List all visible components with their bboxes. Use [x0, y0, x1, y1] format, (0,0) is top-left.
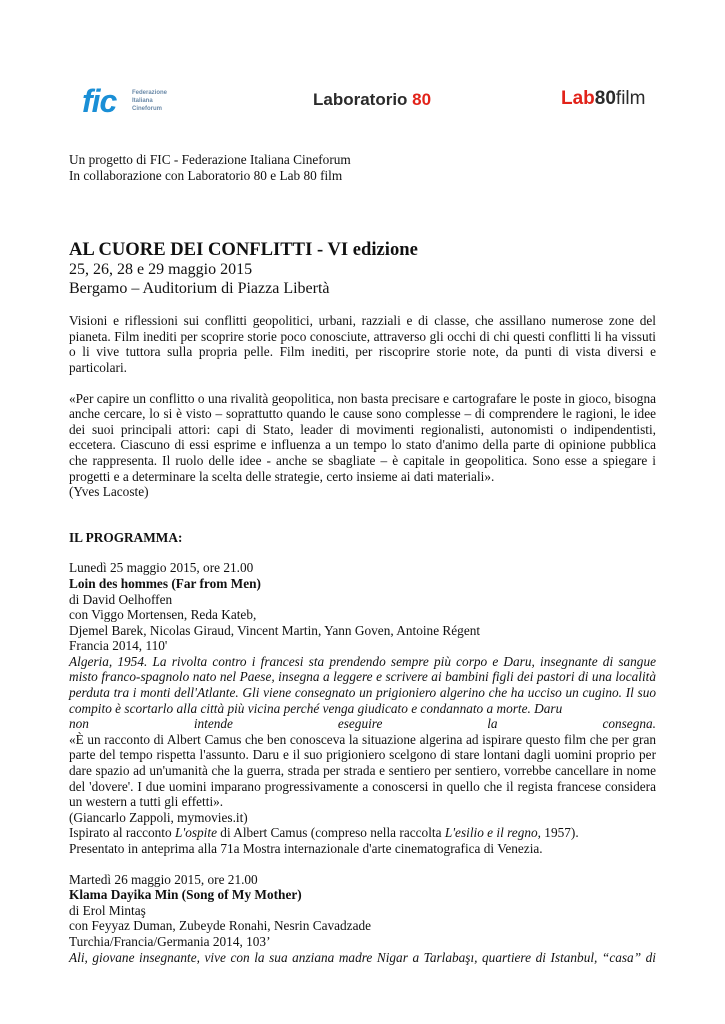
laboratorio80-logo [313, 90, 431, 110]
film-synopsis: Ali, giovane insegnante, vive con la sua anziana madre Nigar a Tarlabaşı, quartiere di Istanbul, “casa” di [69, 949, 656, 965]
synopsis-word: non [69, 716, 89, 732]
inspired-story-title: L'ospite [174, 825, 217, 841]
film-synopsis: Algeria, 1954. La rivolta contro i francesi sta prendendo sempre più corpo e Daru, insegnante di sangue misto franco-spagnolo nato nel Paese, insegna a leggere e scrivere ai bambini figli dei pastori di una località perduta tra i monti dell'Atlante. Gli viene consegnato un prigioniero algerino che ha ucciso un cugino. Il suo compito è scortarlo alla città più vicina perché venga giudicato e condannato a morte. Daru [69, 653, 656, 716]
event-place: Bergamo – Auditorium di Piazza Libertà [69, 280, 330, 298]
synopsis-word: eseguire [337, 716, 383, 732]
quote-paragraph: «Per capire un conflitto o una rivalità geopolitica, non basta precisare e cartografare le poste in gioco, bisogna anche cercare, lo si è visto – soprattutto quando le cause sono complesse – di comprendere le ragioni, le idee dei suoi principali attori: capi di Stato, leader di movimenti regionalisti, autonomisti o indipendentisti, eccetera. Ciascuno di essi esprime e influenza a un tempo lo stato d'animo della parte di opinione pubblica che rappresenta. Il ruolo delle idee - anche se sbagliate – è capitale in geopolitica. Sono esse a spiegare i progetti e a determinare la scelta delle strategie, certo insieme ai dati materiali». [69, 390, 656, 484]
fic-sub-line: Italiana [132, 98, 153, 104]
lab80film-number: 80 [594, 88, 616, 109]
fic-sub-line: Cineforum [132, 106, 162, 112]
film-inspired [69, 825, 656, 841]
film-cast: con Feyyaz Duman, Zubeyde Ronahi, Nesrin Cavadzade [69, 918, 372, 934]
inspired-text: di Albert Camus (compreso nella raccolta [216, 825, 445, 841]
fic-logo [82, 83, 202, 120]
synopsis-word: la [487, 716, 498, 732]
film-date: Martedì 26 maggio 2015, ore 21.00 [69, 871, 258, 887]
lab80film-film: film [615, 88, 646, 109]
film-cast: Djemel Barek, Nicolas Giraud, Vincent Martin, Yann Goven, Antoine Régent [69, 622, 481, 638]
fic-sub-line: Federazione [132, 90, 168, 96]
film-entry-1 [69, 560, 656, 856]
intro-paragraph: Visioni e riflessioni sui conflitti geopolitici, urbani, razziali e di classe, che assillano numerose zone del pianeta. Film inediti per scoprire storie poco conosciute, attraverso gli occhi di chi questi conflitti li ha vissuti o li vive tuttora sulla propria pelle. Film inediti, per riscoprire storie note, da punti di vista diversi e particolari. [69, 313, 656, 375]
lab80-number: 80 [412, 90, 432, 109]
film-director: di Erol Mintaş [69, 902, 146, 918]
logo-bar [0, 82, 725, 122]
inspired-collection-title: L'esilio e il regno [444, 825, 538, 841]
film-review-author: (Giancarlo Zappoli, mymovies.it) [69, 809, 248, 825]
lab80-text: Laboratorio [313, 90, 413, 109]
spacer [69, 857, 656, 872]
quote-author: (Yves Lacoste) [69, 484, 149, 500]
film-info: Turchia/Francia/Germania 2014, 103’ [69, 933, 271, 949]
lab80film-logo [561, 88, 645, 110]
event-title: AL CUORE DEI CONFLITTI - VI edizione [69, 239, 418, 261]
document-body [69, 152, 656, 965]
spacer [69, 515, 656, 530]
film-date: Lunedì 25 maggio 2015, ore 21.00 [69, 560, 254, 576]
spacer [69, 545, 656, 560]
film-synopsis-last-line [69, 716, 656, 732]
header-line-2: In collaborazione con Laboratorio 80 e Lab 80 film [69, 167, 343, 183]
event-dates: 25, 26, 28 e 29 maggio 2015 [69, 261, 253, 279]
header-line-1: Un progetto di FIC - Federazione Italiana Cineforum [69, 152, 351, 167]
fic-logo-subtitle [132, 89, 167, 113]
film-cast: con Viggo Mortensen, Reda Kateb, [69, 607, 257, 623]
spacer [69, 500, 656, 515]
film-presented: Presentato in anteprima alla 71a Mostra internazionale d'arte cinematografica di Venezia. [69, 841, 543, 856]
spacer [69, 376, 656, 391]
synopsis-word: intende [193, 716, 233, 732]
inspired-text: , 1957). [537, 825, 579, 841]
synopsis-word: consegna. [602, 716, 656, 732]
lab80film-lab: Lab [561, 88, 595, 109]
film-info: Francia 2014, 110' [69, 638, 168, 654]
film-review: «È un racconto di Albert Camus che ben conosceva la situazione algerina ad ispirare questo film che per gran parte del tempo rispetta l'assunto. Daru e il suo prigioniero scelgono di stare lontani dagli uomini proprio per dare spazio ad un'umanità che la guerra, strada per strada e sentiero per sentiero, vorrebbe cancellare in nome del 'dovere'. I due uomini imparano progressivamente a conoscersi in quello che il regista francese considera un western a tutti gli effetti». [69, 731, 656, 810]
inspired-text: Ispirato al racconto [69, 825, 175, 841]
fic-logo-mark: fic [82, 83, 117, 119]
film-entry-2 [69, 872, 656, 966]
film-director: di David Oelhoffen [69, 591, 173, 607]
spacer [69, 298, 656, 313]
film-title: Klama Dayika Min (Song of My Mother) [69, 887, 302, 903]
programma-heading: IL PROGRAMMA: [69, 529, 183, 545]
film-title: Loin des hommes (Far from Men) [69, 575, 261, 591]
